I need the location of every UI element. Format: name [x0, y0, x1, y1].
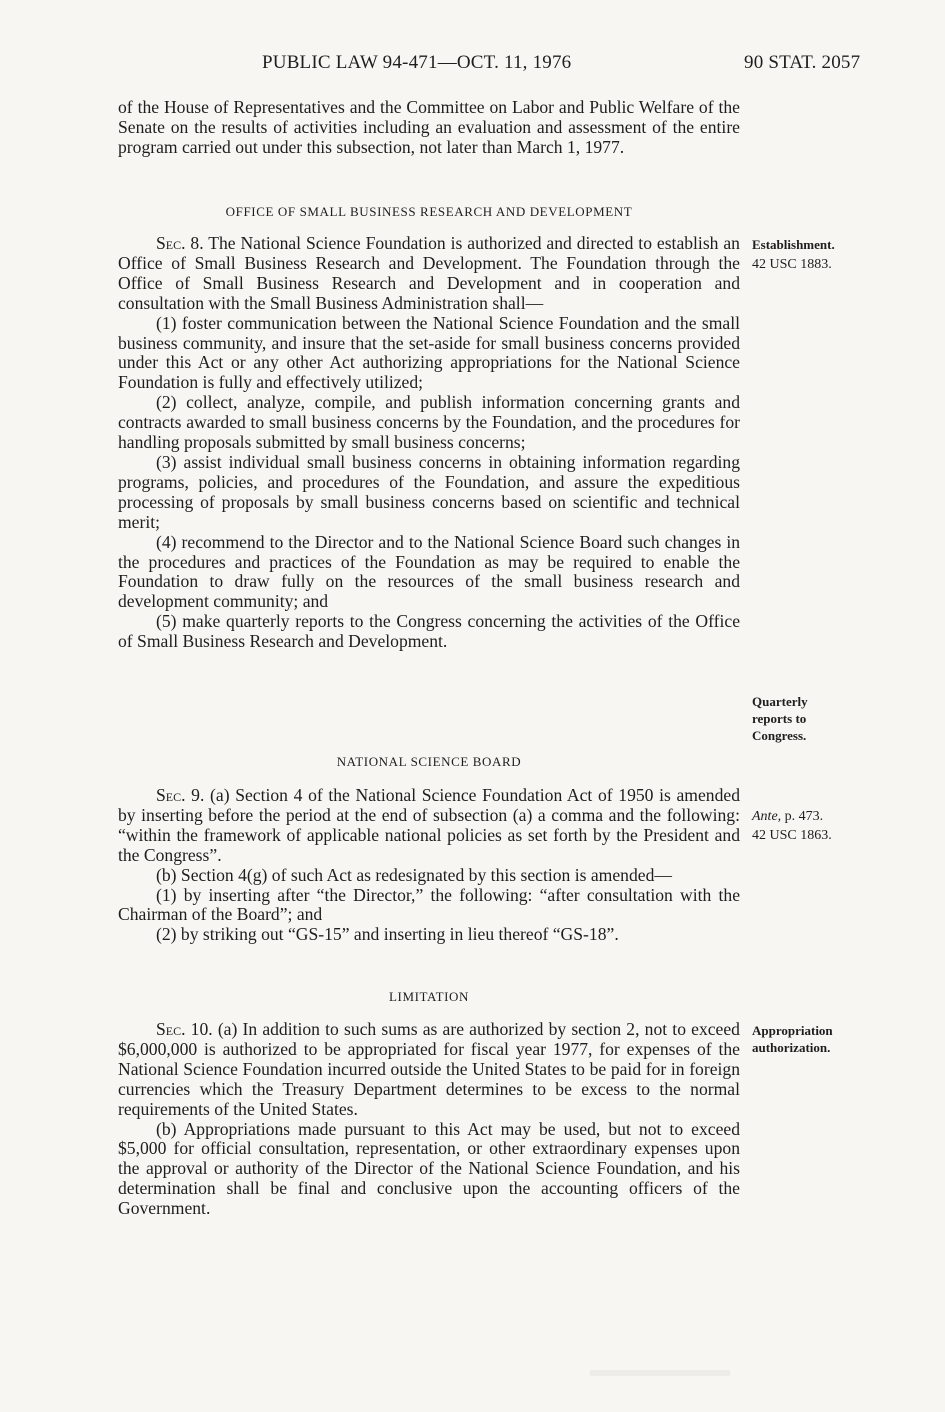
intro-paragraph: of the House of Representatives and the Committee on Labor and Public Welfare of the Senate on the results of activities including an evaluation and assessment of the entire program carried out under this subsection, not later than March 1, 1977. [118, 97, 740, 157]
sec10-paragraph-b: (b) Appropriations made pursuant to this Act may be used, but not to exceed $5,000 for official consultation, representation, or other extraordinary expenses upon the approval or authority of the Director of the National Science Foundation, and his determination shall be final and conclusive upon the accounting officers of the Government. [118, 1118, 740, 1219]
sec9-text-a: (a) Section 4 of the National Science Foundation Act of 1950 is amended by inserting before the period at the end of subsection (a) a comma and the following: “within the framework of applicable national policies as set forth by the President and the Congress”. [118, 785, 740, 865]
sec8-heading: OFFICE OF SMALL BUSINESS RESEARCH AND DEVELOPMENT [225, 204, 633, 219]
margin-note-ante [752, 808, 872, 844]
sec10-heading: LIMITATION [388, 989, 470, 1004]
sec8-item-4: (4) recommend to the Director and to the National Science Board such changes in the procedures and practices of the Foundation as may be required to enable the Foundation to draw fully on the resources of the small business research and development community; and [118, 531, 740, 612]
running-header-stat: 90 STAT. 2057 [744, 52, 861, 73]
margin-note-establishment [752, 236, 872, 273]
sec9-body [118, 786, 740, 945]
sec9-item-2: (2) by striking out “GS-15” and inserting in lieu thereof “GS-18”. [156, 924, 619, 945]
running-header-title: PUBLIC LAW 94-471—OCT. 11, 1976 [262, 52, 572, 73]
sec8-paragraph [118, 234, 740, 314]
sec8-item-1: (1) foster communication between the National Science Foundation and the small business community, and insure that the set-aside for small business concerns provided under this Act or any other Act authorizing appropriations for the National Science Foundation is fully and effectively utilized; [118, 312, 740, 393]
sec8-heading-block [118, 202, 740, 222]
sec8-body [118, 234, 740, 652]
sec10-body [118, 1020, 740, 1219]
intro-block [118, 98, 740, 158]
sec10-heading-block [118, 987, 740, 1007]
sec9-label: Sec. 9. [156, 785, 205, 805]
margin-ante-line [752, 808, 872, 825]
margin-appropriation-line1: Appropriation [752, 1023, 833, 1038]
sec10-text-a: (a) In addition to such sums as are authorized by section 2, not to exceed $6,000,000 is authorized to be appropriated for fiscal year 1977, for expenses of the National Science Foundation incurred outside the United States to be paid for in foreign currencies which the Treasury Department determines to be excess to the normal requirements of the United States. [118, 1019, 740, 1119]
sec10-paragraph-a [118, 1020, 740, 1120]
sec10-label: Sec. 10. [156, 1019, 213, 1039]
margin-usc-1863: 42 USC 1863. [752, 828, 832, 843]
sec9-heading-block [118, 752, 740, 772]
margin-quarterly-line2: reports to [752, 711, 807, 726]
scan-smudge [590, 1370, 730, 1376]
margin-ante-label: Ante, [752, 809, 782, 824]
sec9-paragraph-b: (b) Section 4(g) of such Act as redesignated by this section is amended— [156, 864, 672, 885]
sec8-label: Sec. 8. [156, 233, 204, 253]
sec8-item-5: (5) make quarterly reports to the Congress concerning the activities of the Office of Small Business Research and Development. [118, 611, 740, 652]
margin-appropriation-line2: authorization. [752, 1040, 831, 1055]
margin-ante-page: p. 473. [784, 809, 824, 824]
margin-establishment-label: Establishment. [752, 237, 835, 252]
margin-usc-1883: 42 USC 1883. [752, 257, 832, 272]
sec8-text: The National Science Foundation is authorized and directed to establish an Office of Small Business Research and Development. The Foundation through the Office of Small Business Research and Development and in cooperation and consultation with the Small Business Administration shall— [118, 233, 740, 313]
sec8-item-3: (3) assist individual small business concerns in obtaining information regarding programs, policies, and procedures of the Foundation, and assure the expeditious processing of proposals by small business concerns based on scientific and technical merit; [118, 451, 740, 532]
margin-note-appropriation [752, 1022, 872, 1056]
sec8-item-2: (2) collect, analyze, compile, and publish information concerning grants and contracts awarded to small business concerns by the Foundation, and the procedures for handling proposals submitted by small business concerns; [118, 392, 740, 453]
sec9-heading: NATIONAL SCIENCE BOARD [336, 754, 522, 769]
margin-quarterly-line1: Quarterly [752, 694, 808, 709]
margin-note-quarterly [752, 693, 872, 744]
sec9-item-1: (1) by inserting after “the Director,” the following: “after consultation with the Chairman of the Board”; and [118, 884, 740, 925]
sec9-paragraph-a [118, 786, 740, 866]
margin-quarterly-line3: Congress. [752, 728, 807, 743]
